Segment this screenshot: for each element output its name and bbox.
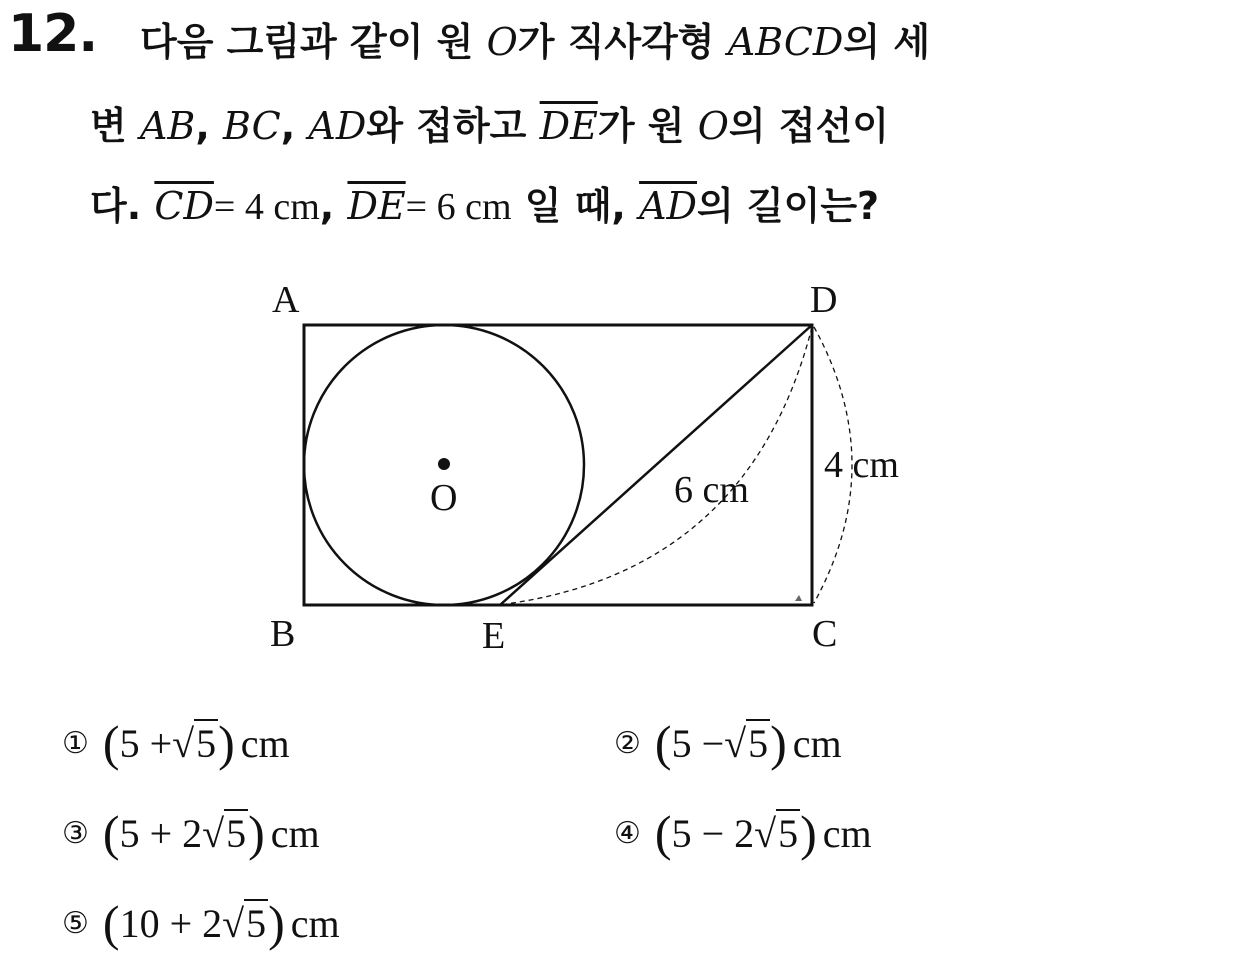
question-text: 다음 그림과 같이 원	[140, 20, 487, 64]
question-text: 의 길이는?	[697, 184, 880, 228]
question-text: ,	[195, 104, 223, 148]
open-paren: (	[102, 715, 120, 771]
question-number: 12.	[8, 4, 98, 64]
choice-number: ①	[62, 726, 89, 761]
choice-number: ④	[614, 816, 641, 851]
sqrt-sign: √	[172, 721, 195, 766]
question-text: ,	[280, 104, 309, 148]
question-text: 다.	[90, 184, 155, 228]
rectangle-abcd	[304, 325, 812, 605]
close-paren: )	[248, 805, 265, 861]
choice-expression: 5 − 2	[671, 811, 755, 856]
question-text: ,	[319, 184, 348, 228]
math-symbol: BC	[223, 104, 281, 148]
radicand: 5	[196, 721, 217, 766]
choice-expression: 5 + 2	[119, 811, 203, 856]
math-symbol: ABCD	[727, 20, 844, 64]
label-point-e: E	[482, 615, 506, 657]
unit-label: cm	[270, 811, 320, 856]
label-point-d: D	[810, 279, 838, 321]
math-symbol: AB	[139, 104, 196, 148]
tangent-segment-de	[500, 325, 812, 605]
sqrt-sign: √	[724, 721, 747, 766]
choice-4[interactable]	[614, 805, 872, 861]
choice-number: ③	[62, 816, 89, 851]
close-paren: )	[268, 895, 285, 951]
open-paren: (	[102, 805, 120, 861]
radicand: 5	[748, 721, 769, 766]
choice-expression: 5 −	[671, 721, 725, 766]
sqrt-sign: √	[222, 901, 245, 946]
choice-expression: 5 +	[119, 721, 173, 766]
choice-3[interactable]	[62, 805, 320, 861]
label-point-b: B	[270, 613, 296, 655]
geometry-figure	[250, 270, 950, 670]
close-paren: )	[800, 805, 817, 861]
measurement: = 6 cm	[405, 186, 512, 228]
question-text: 가 원	[597, 104, 698, 148]
question-text: 의 접선이	[728, 104, 889, 148]
label-length-de: 6 cm	[674, 469, 749, 511]
choice-number: ⑤	[62, 906, 89, 941]
choice-number: ②	[614, 726, 641, 761]
math-symbol: AD	[308, 104, 367, 148]
segment-symbol: $\overline{CD}$	[154, 184, 214, 228]
open-paren: (	[654, 715, 672, 771]
label-center-o: O	[430, 477, 458, 519]
unit-label: cm	[290, 901, 340, 946]
question-text: 와 접하고	[366, 104, 540, 148]
math-symbol: O	[486, 20, 518, 64]
label-point-a: A	[272, 279, 300, 321]
segment-symbol: $\overline{DE}$	[347, 184, 406, 228]
arc-annotation-de	[506, 327, 812, 604]
question-text: 가 직사각형	[517, 20, 728, 64]
question-text-line-2	[90, 102, 889, 150]
segment-symbol: $\overline{DE}$	[539, 104, 598, 148]
segment-symbol: $\overline{AD}$	[639, 184, 697, 228]
unit-label: cm	[240, 721, 290, 766]
question-text: 일 때,	[511, 184, 640, 228]
sqrt-sign: √	[202, 811, 225, 856]
choice-1[interactable]	[62, 715, 290, 771]
choice-2[interactable]	[614, 715, 842, 771]
open-paren: (	[654, 805, 672, 861]
right-angle-mark	[795, 595, 802, 601]
choice-expression: 10 + 2	[119, 901, 223, 946]
open-paren: (	[102, 895, 120, 951]
math-symbol: O	[697, 104, 729, 148]
unit-label: cm	[822, 811, 872, 856]
question-text: 의 세	[843, 20, 931, 64]
question-text-line-1	[140, 18, 930, 66]
label-point-c: C	[812, 613, 838, 655]
radicand: 5	[246, 901, 267, 946]
radicand: 5	[778, 811, 799, 856]
question-text: 변	[90, 104, 140, 148]
choice-5[interactable]	[62, 895, 340, 951]
close-paren: )	[218, 715, 235, 771]
close-paren: )	[770, 715, 787, 771]
label-length-cd: 4 cm	[824, 444, 899, 486]
question-text-line-3	[90, 182, 879, 231]
unit-label: cm	[792, 721, 842, 766]
radicand: 5	[226, 811, 247, 856]
measurement: = 4 cm	[213, 186, 320, 228]
center-point-o	[438, 458, 450, 470]
sqrt-sign: √	[754, 811, 777, 856]
